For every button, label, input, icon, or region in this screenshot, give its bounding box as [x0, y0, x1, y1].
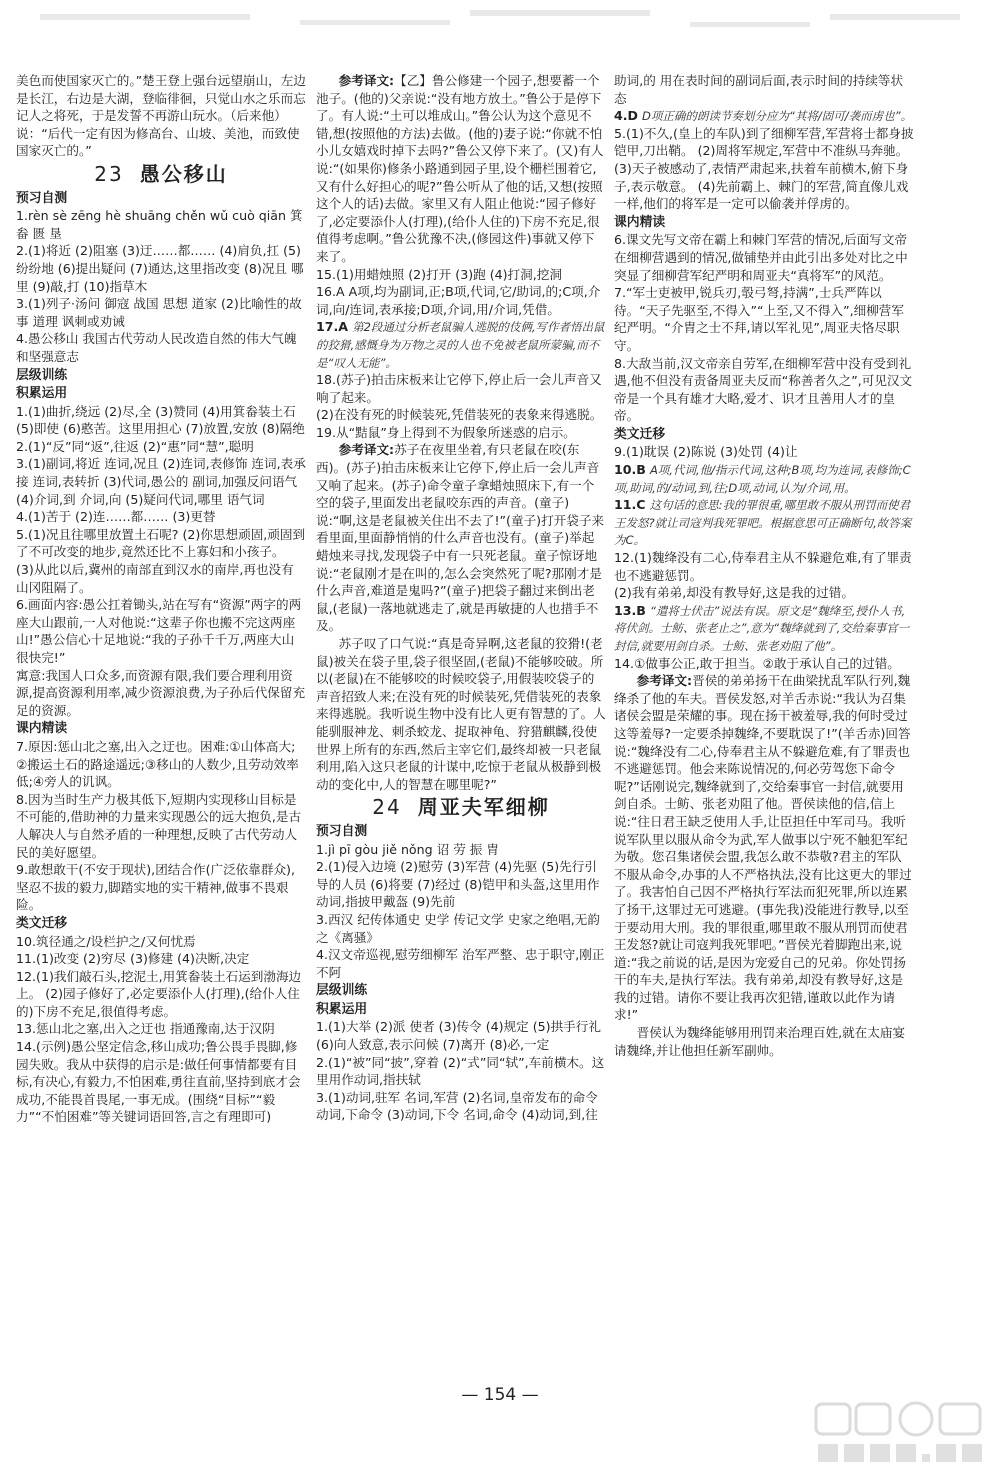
answer-item: 10.筑径通之/设栏护之/又何忧焉	[16, 933, 196, 949]
reference-translation	[316, 441, 606, 635]
answer-tag: 13.B	[614, 602, 646, 618]
answer-note: A项,代词,他/指示代词,这种;B项,均为连词,表修饰;C项,助词,的/动词,到,往;D项,动词,认为/介词,用。	[614, 463, 911, 495]
answer-item: 3.(1)列子·汤问 御寇 战国 思想 道家 (2)比喻性的故事 道理 讽刺或劝诫	[16, 296, 302, 329]
answer-item: 2.(1)侵入边境 (2)慰劳 (3)军营 (4)先驱 (5)先行引导的人员 (6)将要 (7)经过 (8)铠甲和头盔,这里用作动词,指披甲戴盔 (9)先前	[316, 859, 600, 910]
answer-item: 3.(1)动词,驻军 名词,军营 (2)名词,皇帝发布的命令 动词,下命令 (3)动词,下令 名词,命令 (4)动词,到,往	[316, 1089, 598, 1123]
answer-item: 9.(1)耽误 (2)陈说 (3)处罚 (4)让	[614, 444, 798, 460]
reference-label: 参考译文:	[338, 442, 395, 458]
reference-text: 晋侯的弟弟扬干在曲梁扰乱军队行列,魏绛杀了他的车夫。晋侯发怒,对羊舌赤说:“我认为召集诸侯会盟是荣耀的事。现在扬干被羞辱,我的何时受过这等羞辱?一定要杀掉魏绛,不要耽误了!”(羊舌赤)回答说:“魏绛没有二心,侍奉君主从不躲避危难,有了罪责也不逃避惩罚。他会来陈说情况的,何必劳驾您下命令呢?”话刚说完,魏绛就到了,交给秦事官一封信,就要用剑自杀。士鲂、张老劝阻了他。晋侯读他的信,信上说:“往日君王缺乏使用人手,让臣担任中军司马。我听说军队里以服从命令为武,军人做事以宁死不触犯军纪为敬。您召集诸侯会盟,我怎么敢不恭敬?君主的军队不服从命令,办事的人不严格执法,没有比这更大的罪过了。我害怕自己因不严格执行军法而犯死罪,所以连累了扬干,这罪过无可逃避。(事先我)没能进行教导,以至于要动用大刑。我的罪很重,哪里敢不服从刑罚而使君王发怒?就让司寇判我死罪吧。”晋侯光着脚跑出来,说道:“我之前说的话,是因为宠爱自己的兄弟。你处罚扬干的车夫,是执行军法。我有弟弟,却没有教导好,这是我的过错。请你不要让我再次犯错,谨敢以此作为请求!”	[614, 673, 912, 1023]
section-heading: 预习自测	[16, 190, 68, 206]
answer-tag: 11.C	[614, 497, 646, 513]
answer-item	[316, 318, 606, 371]
answer-tag: 10.B	[614, 462, 646, 478]
answer-item: 3.(1)副词,将近 连词,况且 (2)连词,表修饰 连词,表承接 连词,表转折 (3)代词,愚公的 副词,加强反问语气 (4)介词,到 介词,向 (5)疑问代词,哪里 语气词	[16, 456, 306, 507]
answer-item: 11.(1)改变 (2)穷尽 (3)修建 (4)决断,决定	[16, 951, 250, 967]
answer-item	[614, 602, 914, 655]
answer-item: 14.(示例)愚公坚定信念,移山成功;鲁公畏手畏脚,修园失败。我从中获得的启示是:做任何事情都要有目标,有决心,有毅力,不怕困难,勇往直前,坚持到底才会成功,不能畏首畏尾,一事无成。(围绕“目标”“毅力”“不怕困难”等关键词语回答,言之有理即可)	[16, 1039, 301, 1125]
answer-tag: 17.A	[316, 319, 349, 335]
answer-item: 16.A A项,均为副词,正;B项,代词,它/助词,的;C项,介词,向/连词,表承接;D项,介词,用/介词,凭借。	[316, 284, 601, 317]
answer-item: 4.汉文帝巡视,慰劳细柳军 治军严整、忠于职守,刚正不阿	[316, 947, 605, 980]
lesson-title-24	[316, 795, 606, 820]
lesson-number: 23	[94, 161, 124, 186]
answer-item: 1.(1)曲折,绕远 (2)尽,全 (3)赞同 (4)用箕畚装土石 (5)即使 (6)憨苦。这里用担心 (7)放置,安放 (8)隔绝	[16, 403, 305, 437]
answer-item: 5.(1)况且往哪里放置土石呢? (2)你思想顽固,顽固到了不可改变的地步,竟然还比不上寡妇和小孩子。 (3)从此以后,冀州的南部直到汉水的南岸,再也没有山冈阻隔了。	[16, 526, 306, 595]
reference-label: 参考译文:	[636, 673, 693, 689]
answer-note: “遣将士伏击”说法有误。原文是“魏绛至,授仆人书,将伏剑。士鲂、张老止之”,意为“魏绛就到了,交给秦事官一封信,就要用剑自杀。士鲂、张老劝阻了他”。	[614, 603, 910, 653]
answer-item: 9.敢想敢干(不安于现状),团结合作(广泛依靠群众),坚忍不拔的毅力,脚踏实地的实干精神,做事不畏艰险。	[16, 862, 295, 913]
answer-item: 12.(1)魏绛没有二心,侍奉君主从不躲避危难,有了罪责也不逃避惩罚。	[614, 550, 912, 583]
answer-tag: 4.D	[614, 108, 639, 124]
section-heading: 课内精读	[16, 721, 68, 737]
answer-item	[614, 107, 914, 125]
answer-item: 13.惩山北之塞,出入之迂也 指通豫南,达于汉阴	[16, 1021, 275, 1037]
answer-item: 2.(1)“被”同“披”,穿着 (2)“式”同“轼”,车前横木。这里用作动词,指扶轼	[316, 1054, 605, 1088]
answer-item: 1.rèn sè zēng hè shuāng chěn wǔ cuò qiān 箕畚 匮 垦	[16, 208, 303, 241]
answer-item: 6.画面内容:愚公扛着锄头,站在写有“资源”两字的两座大山跟前,一人对他说:“这辈子你也搬不完这两座山!”愚公信心十足地说:“我的子孙千千万,两座大山很快完!”	[16, 597, 302, 665]
reference-translation	[316, 72, 606, 266]
answer-item: 2.(1)“反”同“返”,往返 (2)“惠”同“慧”,聪明	[16, 438, 254, 454]
lesson-name: 周亚夫军细柳	[417, 795, 550, 820]
reference-label: 参考译文:	[338, 73, 395, 88]
answer-item: 6.课文先写文帝在霸上和棘门军营的情况,后面写文帝在细柳营遇到的情况,做铺垫并由此引出多处对比之中突显了细柳营军纪严明和周亚夫“真将军”的风范。	[614, 232, 908, 283]
answer-item: 1.jì pī gòu jiě nǒng 诏 劳 振 胄	[316, 841, 499, 857]
section-heading: 层级训练	[316, 983, 368, 999]
answer-item: 3.西汉 纪传体通史 史学 传记文学 史家之绝唱,无韵之《离骚》	[316, 911, 600, 945]
lesson-title-23	[16, 161, 306, 186]
section-heading: 预习自测	[316, 823, 368, 839]
column-middle	[316, 72, 606, 1382]
reference-text: 苏子在夜里坐着,有只老鼠在咬(东西)。(苏子)拍击床板来让它停下,停止后一会儿声音又响了起来。(苏子)命令童子拿蜡烛照床下,有一个空的袋子,里面发出老鼠咬东西的声音。(童子)说:“啊,这是老鼠被关住出不去了!”(童子)打开袋子来看里面,里面静悄悄的什么声音也没有。(童子)举起蜡烛来寻找,发现袋子中有一只死老鼠。童子惊讶地说:“老鼠刚才是在叫的,怎么会突然死了呢?那刚才是什么声音,难道是鬼吗?”(童子)把袋子翻过来倒出老鼠,(老鼠)一落地就逃走了,就是再敏捷的人也措手不及。	[316, 442, 605, 634]
answer-note: 第2段通过分析老鼠骗人逃脱的伎俩,写作者悟出鼠的狡猾,感慨身为万物之灵的人也不免被老鼠所蒙骗,而不是“叹人无能”。	[316, 320, 605, 370]
answer-note: D项正确的朗读节奏划分应为“其将/固可/袭而虏也”。	[642, 109, 913, 124]
section-heading: 层级训练	[16, 367, 68, 383]
section-heading: 类文迁移	[16, 915, 68, 931]
answer-item: 18.(苏子)拍击床板来让它停下,停止后一会儿声音又响了起来。	[316, 372, 602, 405]
top-bleed-through	[0, 0, 1000, 58]
section-subheading: 积累运用	[16, 386, 68, 402]
answer-item: 19.从“黠鼠”身上得到不为假象所迷惑的启示。	[316, 424, 576, 440]
reference-translation-cont: 苏子叹了口气说:“真是奇异啊,这老鼠的狡猾!(老鼠)被关在袋子里,袋子很坚固,(老鼠)不能够咬破。所以(老鼠)在不能够咬的时候咬袋子,用假装咬袋子的声音招致人来;在没有死的时候装死,凭借装死的表象来得逃脱。我听说生物中没有比人更有智慧的了。人能驯服神龙、刺杀蛟龙、捉取神龟、狩猎麒麟,役使世界上所有的东西,然后主宰它们,最终却被一只老鼠利用,陷入这只老鼠的计谋中,吃惊于老鼠从极静到极动的变化中,人的智慧在哪里呢?”	[316, 636, 606, 792]
answer-item: 寓意:我国人口众多,而资源有限,我们要合理利用资源,提高资源利用率,减少资源浪费,为子孙后代保留充足的资源。	[16, 667, 306, 718]
answer-item: (2)我有弟弟,却没有教导好,这是我的过错。	[614, 585, 854, 601]
answer-item: 4.(1)苦于 (2)连……都…… (3)更替	[16, 509, 216, 525]
answer-item: 7.“军士吏被甲,锐兵刃,彀弓弩,持满”,士兵严阵以待。“天子先驱至,不得入”“上至,又不得入”,细柳营军纪严明。“介胄之士不拜,请以军礼见”,周亚夫恪尽职守。	[614, 285, 904, 353]
answer-item: 助词,的 用在表时间的副词后面,表示时间的持续等状态	[614, 73, 904, 106]
answer-item: 8.因为当时生产力极其低下,短期内实现移山目标是不可能的,借助神的力量来实现愚公的远大抱负,是古人解决人与自然矛盾的一种理想,反映了古代劳动人民的美好愿望。	[16, 791, 302, 860]
answer-item: 15.(1)用蜡烛照 (2)打开 (3)跑 (4)打洞,挖洞	[316, 266, 562, 282]
answer-item: 5.(1)不久,(皇上的车队)到了细柳军营,军营将士都身披铠甲,刀出鞘。 (2)周将军规定,军营中不准纵马奔驰。 (3)天子被感动了,表情严肃起来,扶着车前横木,俯下身子,表示敬意。 (4)先前霸上、棘门的军营,简直像儿戏一样,他们的将军是一定可以偷袭并俘虏的。	[614, 125, 914, 212]
section-heading: 课内精读	[614, 214, 666, 230]
page-number: — 154 —	[461, 1385, 539, 1405]
answer-item: 7.原因:惩山北之塞,出入之迂也。困难:①山体高大;②搬运土石的路途遥远;③移山的人数少,且劳动效率低;④旁人的讥讽。	[16, 738, 299, 790]
answer-item: 2.(1)将近 (2)阻塞 (3)迂……都…… (4)肩负,扛 (5)纷纷地 (6)提出疑问 (7)通达,这里指改变 (8)况且 哪里 (9)敲,打 (10)指草木	[16, 243, 304, 294]
column-right	[614, 72, 914, 1382]
answer-item: 1.(1)大举 (2)派 使者 (3)传令 (4)规定 (5)拱手行礼 (6)向人致意,表示问候 (7)离开 (8)必,一定	[316, 1019, 601, 1053]
answer-note: 这句话的意思:我的罪很重,哪里敢不服从刑罚而使君王发怒?就让司寇判我死罪吧。根据意思可正确断句,故答案为C。	[614, 498, 912, 548]
answer-item: 14.①做事公正,敢于担当。②敢于承认自己的过错。	[614, 655, 900, 671]
answer-item	[614, 461, 914, 496]
answer-item: (2)在没有死的时候装死,凭借装死的表象来得逃脱。	[316, 407, 603, 423]
lesson-name: 愚公移山	[139, 161, 228, 186]
reference-text: 【乙】鲁公修建一个园子,想要蓄一个池子。(他的)父亲说:“没有地方放土。”鲁公于是停下了。有人说:“土可以堆成山。”鲁公认为这个意见不错,想(按照他的方法)去做。(他的)妻子说:“你就不怕小儿女嬉戏时掉下去吗?”鲁公又停下来了。(又)有人说:“(如果你)修条小路通到园子里,设个栅栏围着它,又有什么好担心的呢?”鲁公听从了他的话,又想(按照这个人的话)去做。家里又有人阻止他说:“园子修好了,必定要添仆人(打理),(给仆人住的)下房不充足,很值得考虑啊。”鲁公犹豫不决,(修园这件)事就又停下来了。	[316, 73, 604, 264]
section-subheading: 积累运用	[316, 1001, 368, 1017]
reference-translation	[614, 672, 914, 1024]
answer-item	[614, 496, 914, 549]
answer-item: 4.愚公移山 我国古代劳动人民改造自然的伟大气魄和坚强意志	[16, 331, 297, 364]
text-line: 美色而使国家灭亡的。”楚王登上强台远望崩山，左边是长江，右边是大湖，登临徘徊，只觉山水之乐而忘记人之将死，于是发誓不再游山玩水。（后来他）说：“后代一定有因为修高台、山坡、美池，而致使国家灭亡的。”	[16, 73, 306, 159]
watermark-logo	[812, 1398, 987, 1468]
section-heading: 类文迁移	[614, 426, 666, 442]
reference-translation-end: 晋侯认为魏绛能够用刑罚来治理百姓,就在太庙宴请魏绛,并让他担任新军副帅。	[614, 1025, 906, 1058]
answer-item: 12.(1)我们敲石头,挖泥土,用箕畚装土石运到渤海边上。 (2)园子修好了,必定要添仆人(打理),(给仆人住的)下房不充足,很值得考虑。	[16, 968, 302, 1019]
lesson-number: 24	[372, 795, 402, 820]
column-left	[16, 72, 306, 1382]
answer-item: 8.大敌当前,汉文帝亲自劳军,在细柳军营中没有受到礼遇,他不但没有责备周亚夫反而“称善者久之”,可见汉文帝是一个具有雄才大略,爱才、识才且善用人才的皇帝。	[614, 355, 913, 424]
